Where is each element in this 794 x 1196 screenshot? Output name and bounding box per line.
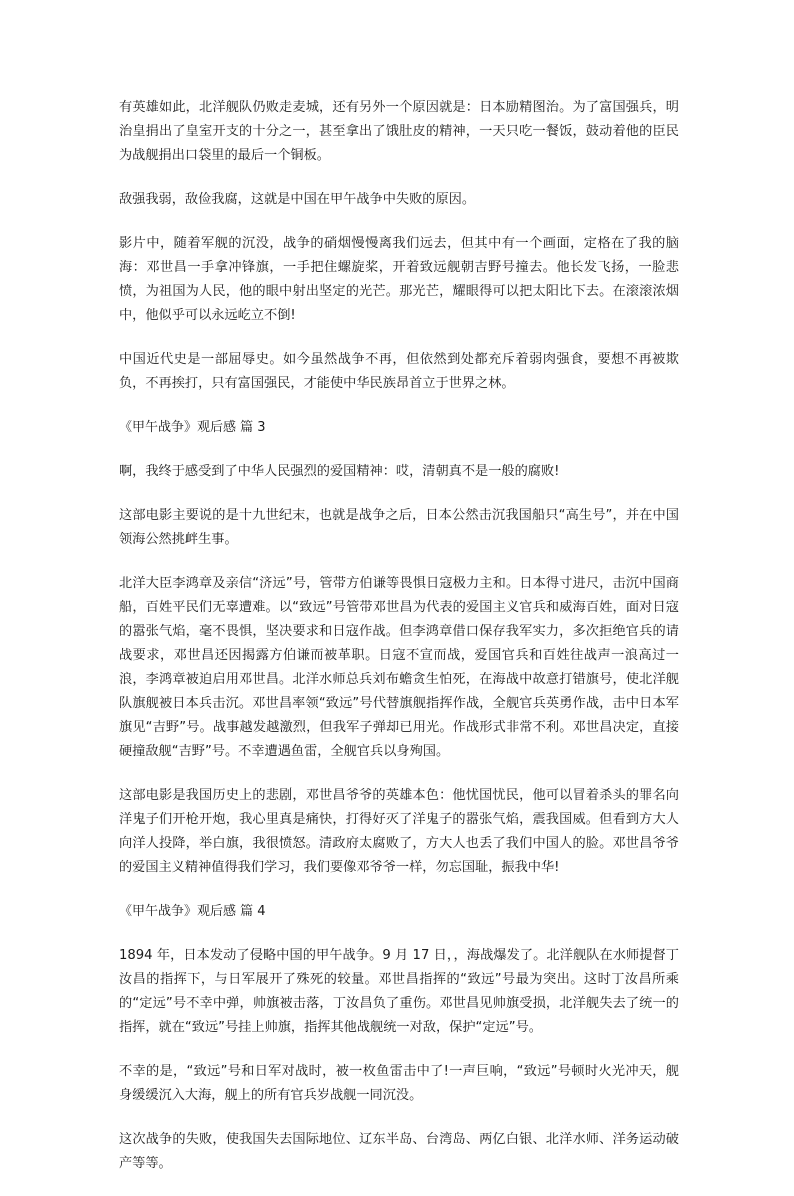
paragraph-film-summary: 这部电影主要说的是十九世纪末，也就是战争之后，日本公然击沉我国船只“高生号”，并在中国领海公然挑衅生事。 (119, 508, 679, 547)
paragraph-film-scene: 影片中，随着军舰的沉没，战争的硝烟慢慢离我们远去，但其中有一个画面，定格在了我的脑海：邓世昌一手拿冲锋旗，一手把住螺旋桨，开着致远舰朝吉野号撞去。他长发飞扬，一脸悲愤，为祖国为人民，他的眼中射出坚定的光芒。那光芒，耀眼得可以把太阳比下去。在滚滚浓烟中，他似乎可以永远屹立不倒! (119, 236, 679, 323)
paragraph-plot-detail: 北洋大臣李鸿章及亲信“济远”号，管带方伯谦等畏惧日寇极力主和。日本得寸进尺，击沉中国商船，百姓平民们无辜遭难。以“致远”号管带邓世昌为代表的爱国主义官兵和威海百姓，面对日寇的嚣张气焰，毫不畏惧，坚决要求和日寇作战。但李鸿章借口保存我军实力，多次拒绝官兵的请战要求，邓世昌还因揭露方伯谦而被革职。日寇不宣而战，爱国官兵和百姓往战声一浪高过一浪，李鸿章被迫启用邓世昌。北洋水师总兵刘布蟾贪生怕死，在海战中故意打错旗号，使北洋舰队旗舰被日本兵击沉。邓世昌率领“致远”号代替旗舰指挥作战，全舰官兵英勇作战，击中日本军旗见“吉野”号。战事越发越激烈，但我军子弹却已用光。作战形式非常不利。邓世昌决定，直接硬撞敌舰“吉野”号。不幸遭遇鱼雷，全舰官兵以身殉国。 (119, 576, 679, 759)
paragraph-tragedy: 这部电影是我国历史上的悲剧，邓世昌爷爷的英雄本色：他忧国忧民，他可以冒着杀头的罪名向洋鬼子们开枪开炮，我心里真是痛快，打得好灭了洋鬼子的嚣张气焰，震我国威。但看到方大人向洋人投降，举白旗，我很愤怒。清政府太腐败了，方大人也丢了我们中国人的脸。邓世昌爷爷的爱国主义精神值得我们学习，我们要像邓爷爷一样，勿忘国耻，振我中华! (119, 788, 679, 875)
paragraph-modern-history: 中国近代史是一部屈辱史。如今虽然战争不再，但依然到处都充斥着弱肉强食，要想不再被欺负，不再挨打，只有富国强民，才能使中华民族昂首立于世界之林。 (119, 352, 679, 391)
document-page (119, 96, 679, 1196)
paragraph-hero-failure: 有英雄如此，北洋舰队仍败走麦城，还有另外一个原因就是：日本励精图治。为了富国强兵，明治皇捐出了皇室开支的十分之一，甚至拿出了饿肚皮的精神，一天只吃一餐饭，鼓动着他的臣民为战舰捐出口袋里的最后一个铜板。 (119, 100, 679, 163)
section-heading-3: 《甲午战争》观后感 篇 3 (119, 420, 266, 435)
paragraph-war-consequences: 这次战争的失败，使我国失去国际地位、辽东半岛、台湾岛、两亿白银、北洋水师、洋务运动破产等等。 (119, 1132, 679, 1171)
paragraph-failure-reason: 敌强我弱，敌俭我腐，这就是中国在甲午战争中失败的原因。 (119, 192, 476, 207)
paragraph-1894-war: 1894 年，日本发动了侵略中国的甲午战争。9 月 17 日，，海战爆发了。北洋舰队在水师提督丁汝昌的指挥下，与日军展开了殊死的较量。邓世昌指挥的“致远”号最为突出。这时丁汝昌所乘的“定远”号不幸中弹，帅旗被击落，丁汝昌负了重伤。邓世昌见帅旗受损，北洋舰失去了统一的指挥，就在“致远”号挂上帅旗，指挥其他战舰统一对敌，保护“定远”号。 (119, 948, 679, 1035)
paragraph-patriotism: 啊，我终于感受到了中华人民强烈的爱国精神：哎，清朝真不是一般的腐败! (119, 464, 560, 479)
section-heading-4: 《甲午战争》观后感 篇 4 (119, 904, 266, 919)
paragraph-zhiyuan-sinking: 不幸的是，“致远”号和日军对战时，被一枚鱼雷击中了!一声巨响，“致远”号顿时火光冲天，舰身缓缓沉入大海，舰上的所有官兵岁战舰一同沉没。 (119, 1064, 679, 1103)
